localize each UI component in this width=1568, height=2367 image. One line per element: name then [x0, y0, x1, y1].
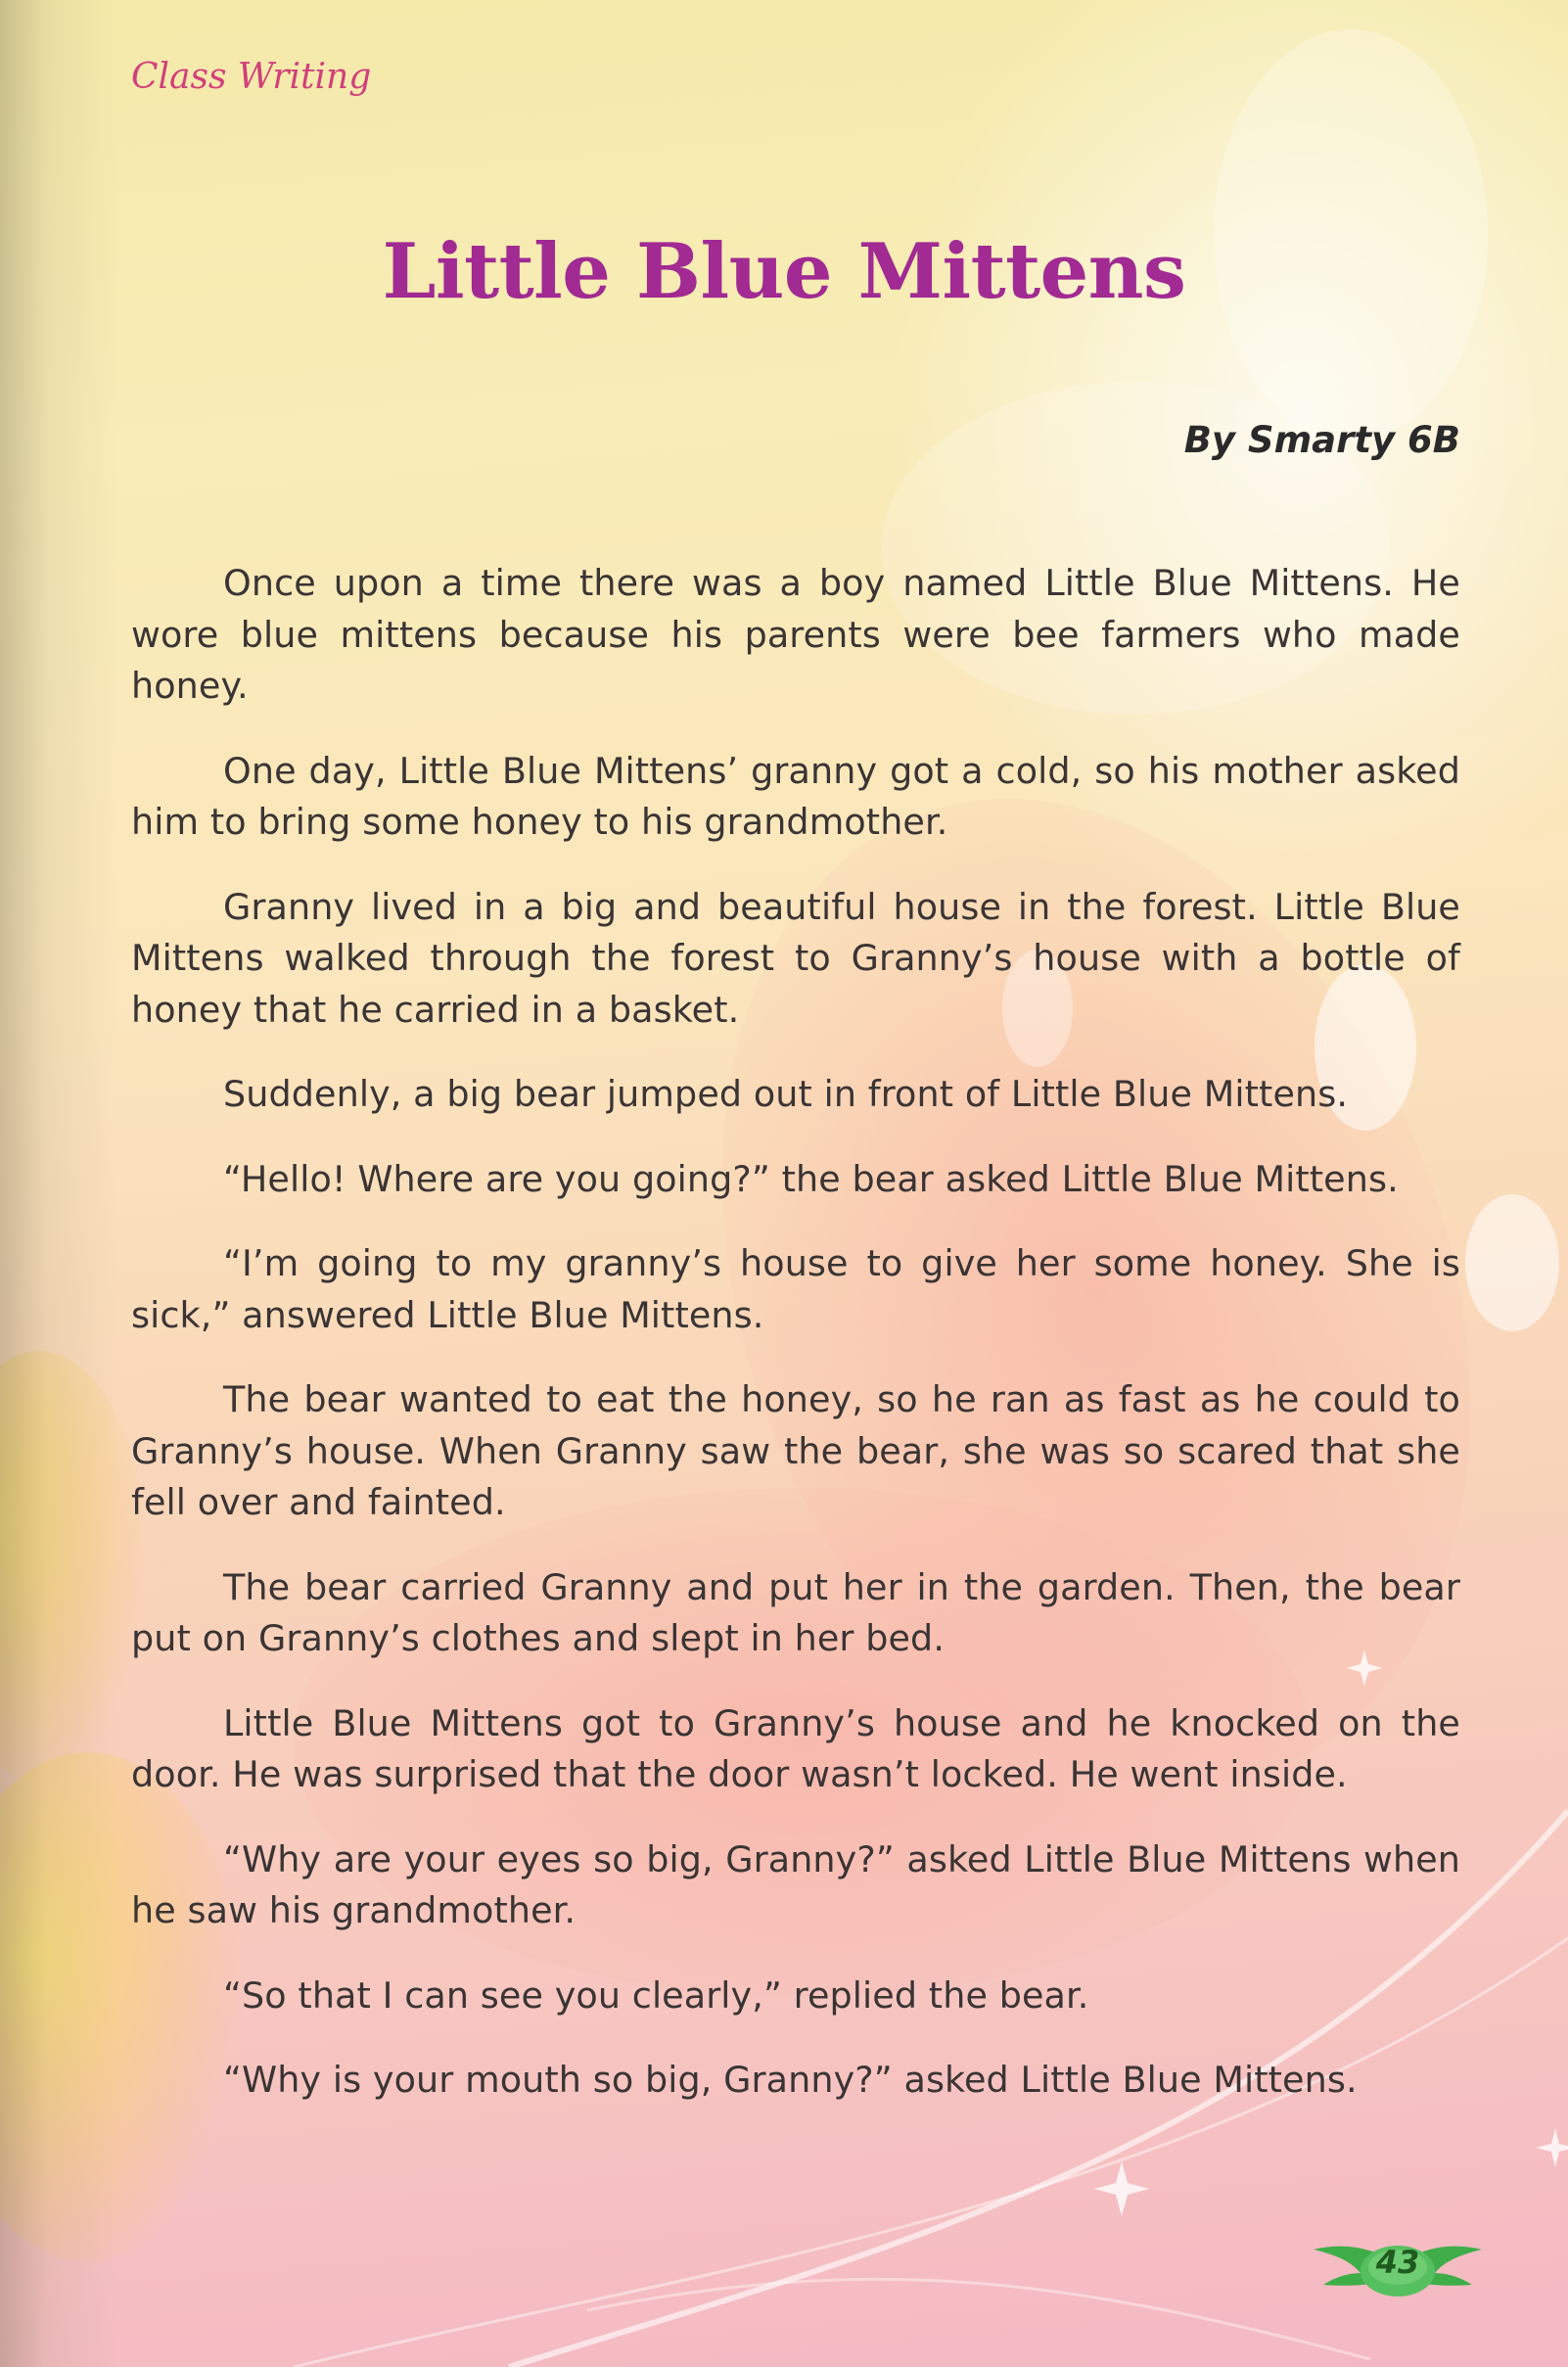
- page-number: 43: [1375, 2244, 1420, 2281]
- paragraph: One day, Little Blue Mittens’ granny got a cold, so his mother asked him to bring some honey to his grandmother.: [131, 749, 1460, 843]
- section-label: Class Writing: [131, 57, 372, 97]
- paragraph: “Hello! Where are you going?” the bear asked Little Blue Mittens.: [223, 1157, 1399, 1200]
- paragraph: “So that I can see you clearly,” replied the bear.: [223, 1973, 1089, 2017]
- paragraph: Suddenly, a big bear jumped out in front of Little Blue Mittens.: [223, 1073, 1349, 1115]
- paragraph: “Why are your eyes so big, Granny?” asked Little Blue Mittens when he saw his grandmother.: [131, 1837, 1460, 1931]
- paragraph: The bear wanted to eat the honey, so he ran as fast as he could to Granny’s house. When Granny saw the bear, she was so scared that she fell over and fainted.: [131, 1378, 1460, 1523]
- paragraph: Granny lived in a big and beautiful house in the forest. Little Blue Mittens walked through the forest to Granny’s house with a bottle of honey that he carried in a basket.: [131, 885, 1460, 1031]
- paragraph: “Why is your mouth so big, Granny?” asked Little Blue Mittens.: [223, 2059, 1358, 2101]
- paragraph: The bear carried Granny and put her in the garden. Then, the bear put on Granny’s clothes and slept in her bed.: [131, 1565, 1460, 1659]
- story-author: By Smarty 6B: [1183, 419, 1460, 461]
- story-title: Little Blue Mittens: [382, 227, 1186, 316]
- paragraph: Little Blue Mittens got to Granny’s house and he knocked on the door. He was surprised that the door wasn’t locked. He went inside.: [131, 1701, 1460, 1795]
- paragraph: “I’m going to my granny’s house to give her some honey. She is sick,” answered Little Blue Mittens.: [131, 1242, 1460, 1336]
- page-gutter-shadow: [0, 0, 117, 2367]
- paragraph: Once upon a time there was a boy named Little Blue Mittens. He wore blue mittens because his parents were bee farmers who made honey.: [131, 562, 1460, 707]
- story-body: [131, 558, 1460, 2140]
